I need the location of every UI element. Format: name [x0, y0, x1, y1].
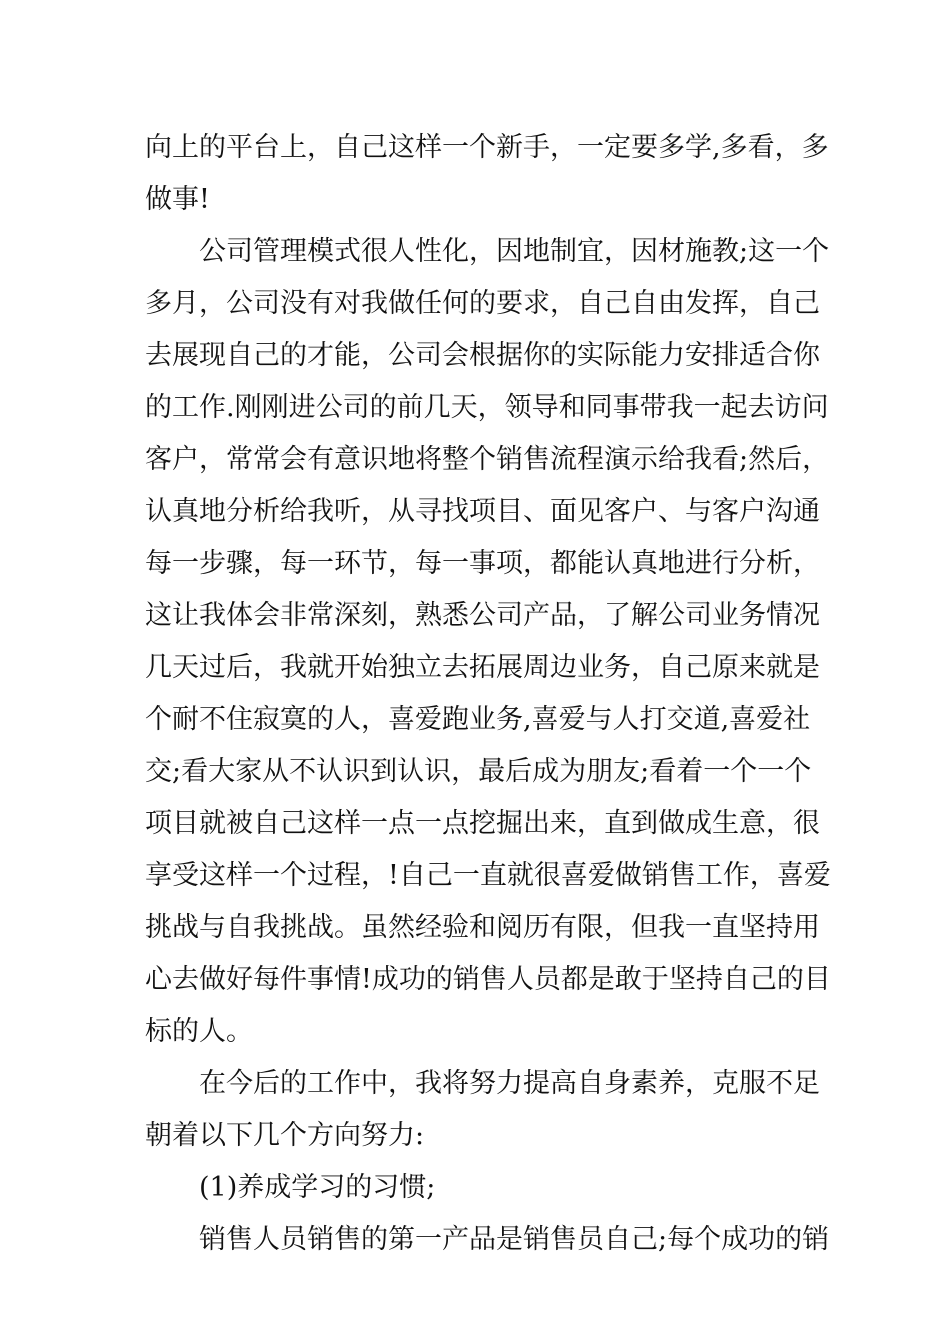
text-line: 朝着以下几个方向努力:: [145, 1120, 425, 1151]
paragraph-start-line: 销售人员销售的第一产品是销售员自己;每个成功的销: [199, 1224, 830, 1255]
text-line: 个耐不住寂寞的人，喜爱跑业务,喜爱与人打交道,喜爱社: [145, 704, 811, 735]
text-line: 认真地分析给我听，从寻找项目、面见客户、与客户沟通: [145, 496, 820, 527]
list-item-heading: (1)养成学习的习惯;: [199, 1172, 436, 1203]
paragraph-start-line: 在今后的工作中，我将努力提高自身素养，克服不足: [199, 1068, 820, 1099]
text-line: 做事!: [145, 184, 210, 215]
text-line: 项目就被自己这样一点一点挖掘出来，直到做成生意，很: [145, 808, 820, 839]
text-line: 客户，常常会有意识地将整个销售流程演示给我看;然后，: [145, 444, 830, 475]
text-line: 的工作.刚刚进公司的前几天，领导和同事带我一起去访问: [145, 392, 829, 423]
paragraph-start-line: 公司管理模式很人性化，因地制宜，因材施教;这一个: [199, 236, 830, 267]
text-line: 这让我体会非常深刻，熟悉公司产品，了解公司业务情况: [145, 600, 820, 631]
text-line: 享受这样一个过程，!自己一直就很喜爱做销售工作，喜爱: [145, 860, 831, 891]
text-line: 标的人。: [145, 1016, 253, 1047]
text-line: 向上的平台上，自己这样一个新手，一定要多学,多看，多: [145, 132, 829, 163]
text-line: 每一步骤，每一环节，每一事项，都能认真地进行分析，: [145, 548, 820, 579]
text-line: 几天过后，我就开始独立去拓展周边业务，自己原来就是: [145, 652, 820, 683]
text-line: 心去做好每件事情!成功的销售人员都是敢于坚持自己的目: [145, 964, 831, 995]
text-line: 挑战与自我挑战。虽然经验和阅历有限，但我一直坚持用: [145, 912, 820, 943]
text-line: 去展现自己的才能，公司会根据你的实际能力安排适合你: [145, 340, 820, 371]
text-line: 交;看大家从不认识到认识，最后成为朋友;看着一个一个: [145, 756, 812, 787]
text-line: 多月，公司没有对我做任何的要求，自己自由发挥，自己: [145, 288, 820, 319]
